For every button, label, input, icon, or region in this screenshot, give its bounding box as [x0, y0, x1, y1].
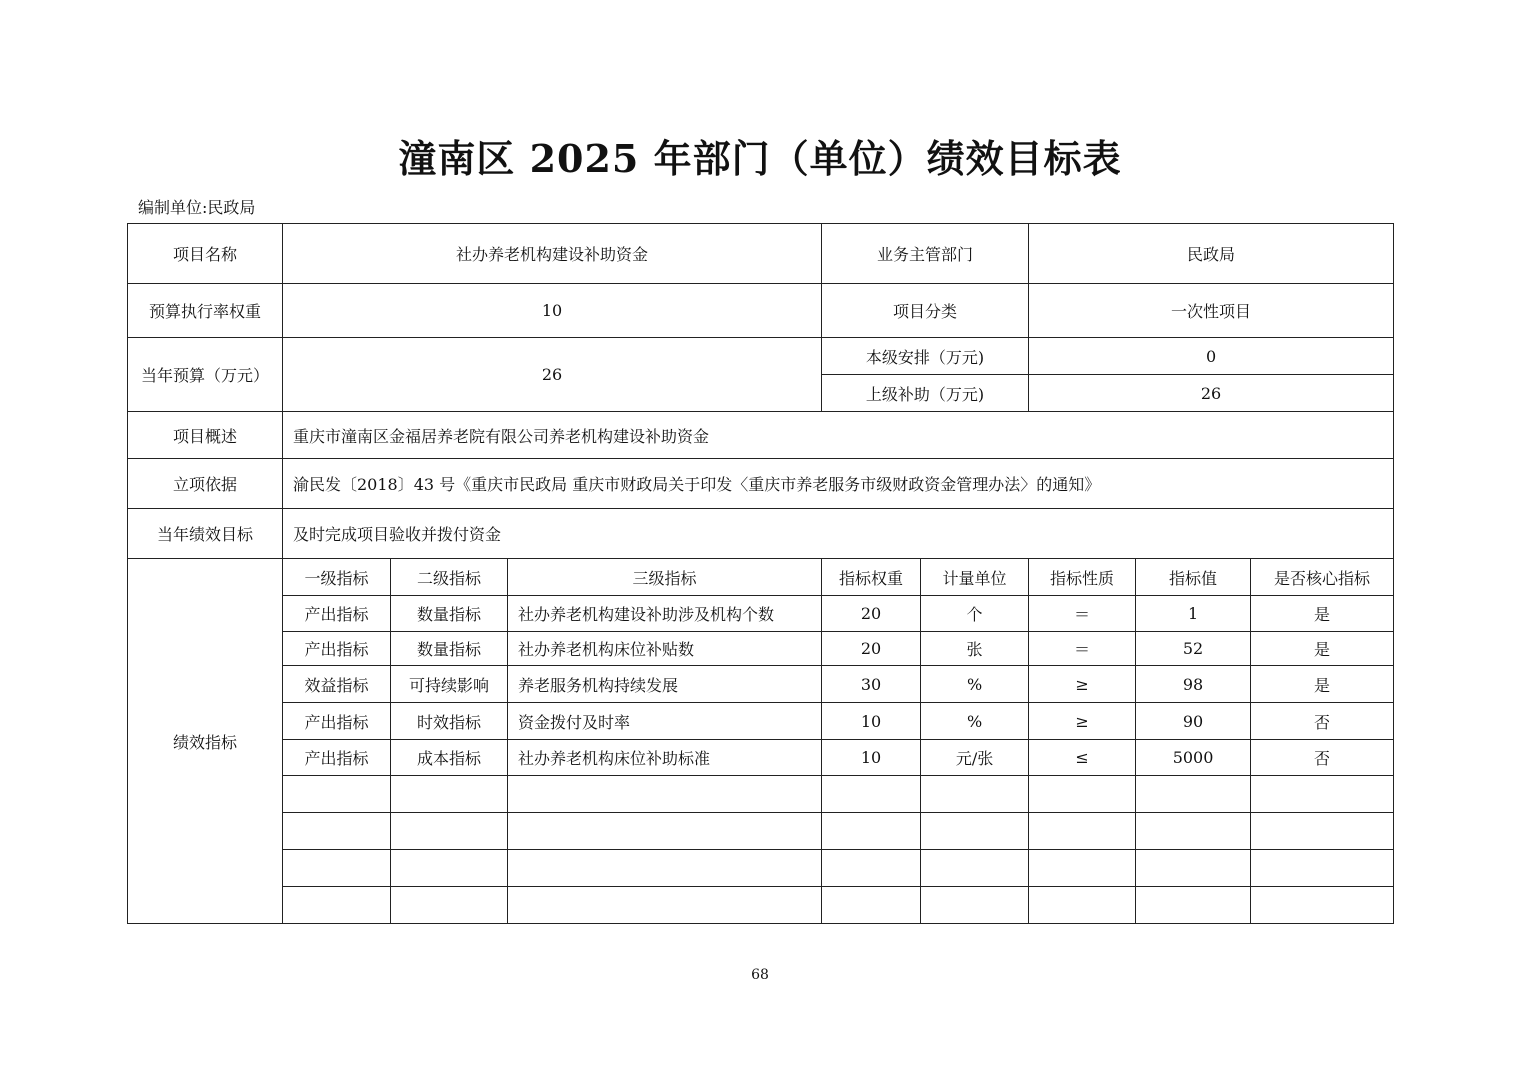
row-basis [128, 459, 1394, 509]
page-title: 潼南区 2025 年部门（单位）绩效目标表 [398, 136, 1122, 181]
indicator-cell: 产出指标 [283, 632, 391, 666]
empty-indicator-row [128, 776, 1394, 813]
indicator-cell: ＝ [1029, 632, 1136, 666]
empty-cell [391, 850, 508, 887]
indicator-cell: 养老服务机构持续发展 [508, 666, 822, 703]
label-department: 业务主管部门 [822, 224, 1029, 284]
indicator-row [128, 596, 1394, 632]
empty-cell [508, 887, 822, 924]
indicator-cell: ＝ [1029, 596, 1136, 632]
empty-indicator-row [128, 813, 1394, 850]
empty-cell [391, 813, 508, 850]
indicator-cell: 5000 [1136, 740, 1251, 776]
value-overview: 重庆市潼南区金福居养老院有限公司养老机构建设补助资金 [283, 412, 1394, 459]
indicator-cell: 资金拨付及时率 [508, 703, 822, 740]
label-annual-goal: 当年绩效目标 [128, 509, 283, 559]
indicator-header-cell: 三级指标 [508, 559, 822, 596]
indicator-header-cell: 计量单位 [921, 559, 1029, 596]
empty-cell [1029, 850, 1136, 887]
indicator-header-cell: 指标性质 [1029, 559, 1136, 596]
empty-cell [508, 776, 822, 813]
label-basis: 立项依据 [128, 459, 283, 509]
value-project-category: 一次性项目 [1029, 284, 1394, 338]
indicator-cell: 20 [822, 632, 921, 666]
empty-indicator-row [128, 887, 1394, 924]
empty-cell [1029, 887, 1136, 924]
indicator-cell: 可持续影响 [391, 666, 508, 703]
indicator-cell: 社办养老机构床位补贴数 [508, 632, 822, 666]
indicator-cell: 数量指标 [391, 596, 508, 632]
value-execution-weight: 10 [283, 284, 822, 338]
row-budget-local [128, 338, 1394, 375]
indicator-cell: 产出指标 [283, 703, 391, 740]
empty-cell [1136, 887, 1251, 924]
empty-cell [283, 776, 391, 813]
indicator-row [128, 703, 1394, 740]
indicator-cell: 是 [1251, 632, 1394, 666]
empty-cell [921, 850, 1029, 887]
empty-cell [822, 776, 921, 813]
indicator-cell: 98 [1136, 666, 1251, 703]
row-overview [128, 412, 1394, 459]
label-execution-weight: 预算执行率权重 [128, 284, 283, 338]
indicator-cell: 社办养老机构床位补助标准 [508, 740, 822, 776]
indicator-cell: 产出指标 [283, 740, 391, 776]
empty-cell [1136, 776, 1251, 813]
indicator-header-cell: 是否核心指标 [1251, 559, 1394, 596]
indicator-cell: 1 [1136, 596, 1251, 632]
indicator-cell: % [921, 703, 1029, 740]
value-basis: 渝民发〔2018〕43 号《重庆市民政局 重庆市财政局关于印发〈重庆市养老服务市级财政资金管理办法〉的通知》 [283, 459, 1394, 509]
indicator-cell: 是 [1251, 666, 1394, 703]
label-project-category: 项目分类 [822, 284, 1029, 338]
empty-indicator-row [128, 850, 1394, 887]
row-project-name [128, 224, 1394, 284]
empty-cell [508, 813, 822, 850]
empty-cell [921, 776, 1029, 813]
indicator-header-cell: 指标值 [1136, 559, 1251, 596]
indicator-cell: 个 [921, 596, 1029, 632]
empty-cell [921, 887, 1029, 924]
indicator-cell: 52 [1136, 632, 1251, 666]
empty-cell [1251, 776, 1394, 813]
indicator-cell: 元/张 [921, 740, 1029, 776]
indicator-row [128, 740, 1394, 776]
page-number: 68 [751, 967, 769, 983]
indicator-cell: 产出指标 [283, 596, 391, 632]
indicator-cell: 30 [822, 666, 921, 703]
empty-cell [1251, 850, 1394, 887]
value-annual-budget: 26 [283, 338, 822, 412]
label-local-funding: 本级安排（万元) [822, 338, 1029, 375]
value-upper-subsidy: 26 [1029, 375, 1394, 412]
indicator-cell: 成本指标 [391, 740, 508, 776]
label-performance-indicators: 绩效指标 [128, 559, 283, 924]
label-overview: 项目概述 [128, 412, 283, 459]
empty-cell [391, 887, 508, 924]
indicator-cell: 否 [1251, 740, 1394, 776]
indicator-cell: 时效指标 [391, 703, 508, 740]
empty-cell [1136, 813, 1251, 850]
indicator-cell: ≤ [1029, 740, 1136, 776]
indicator-header-row [128, 559, 1394, 596]
indicator-cell: 10 [822, 703, 921, 740]
empty-cell [1136, 850, 1251, 887]
indicator-cell: 10 [822, 740, 921, 776]
empty-cell [1251, 887, 1394, 924]
indicator-row [128, 666, 1394, 703]
label-annual-budget: 当年预算（万元） [128, 338, 283, 412]
value-local-funding: 0 [1029, 338, 1394, 375]
indicator-cell: 效益指标 [283, 666, 391, 703]
empty-cell [283, 887, 391, 924]
indicator-cell: 20 [822, 596, 921, 632]
empty-cell [1029, 776, 1136, 813]
indicator-cell: 90 [1136, 703, 1251, 740]
label-project-name: 项目名称 [128, 224, 283, 284]
empty-cell [822, 887, 921, 924]
row-weight [128, 284, 1394, 338]
empty-cell [822, 850, 921, 887]
indicator-cell: % [921, 666, 1029, 703]
indicator-cell: 张 [921, 632, 1029, 666]
value-project-name: 社办养老机构建设补助资金 [283, 224, 822, 284]
empty-cell [283, 850, 391, 887]
value-department: 民政局 [1029, 224, 1394, 284]
indicator-row [128, 632, 1394, 666]
empty-cell [1029, 813, 1136, 850]
row-goal [128, 509, 1394, 559]
empty-cell [391, 776, 508, 813]
empty-cell [1251, 813, 1394, 850]
indicator-header-cell: 一级指标 [283, 559, 391, 596]
indicator-cell: 数量指标 [391, 632, 508, 666]
indicator-header-cell: 二级指标 [391, 559, 508, 596]
label-upper-subsidy: 上级补助（万元) [822, 375, 1029, 412]
compiling-unit: 编制单位:民政局 [138, 198, 256, 217]
indicator-cell: ≥ [1029, 666, 1136, 703]
indicator-cell: ≥ [1029, 703, 1136, 740]
indicator-cell: 否 [1251, 703, 1394, 740]
empty-cell [921, 813, 1029, 850]
empty-cell [822, 813, 921, 850]
value-annual-goal: 及时完成项目验收并拨付资金 [283, 509, 1394, 559]
empty-cell [283, 813, 391, 850]
performance-target-table [127, 223, 1394, 924]
indicator-cell: 社办养老机构建设补助涉及机构个数 [508, 596, 822, 632]
indicator-header-cell: 指标权重 [822, 559, 921, 596]
empty-cell [508, 850, 822, 887]
indicator-cell: 是 [1251, 596, 1394, 632]
